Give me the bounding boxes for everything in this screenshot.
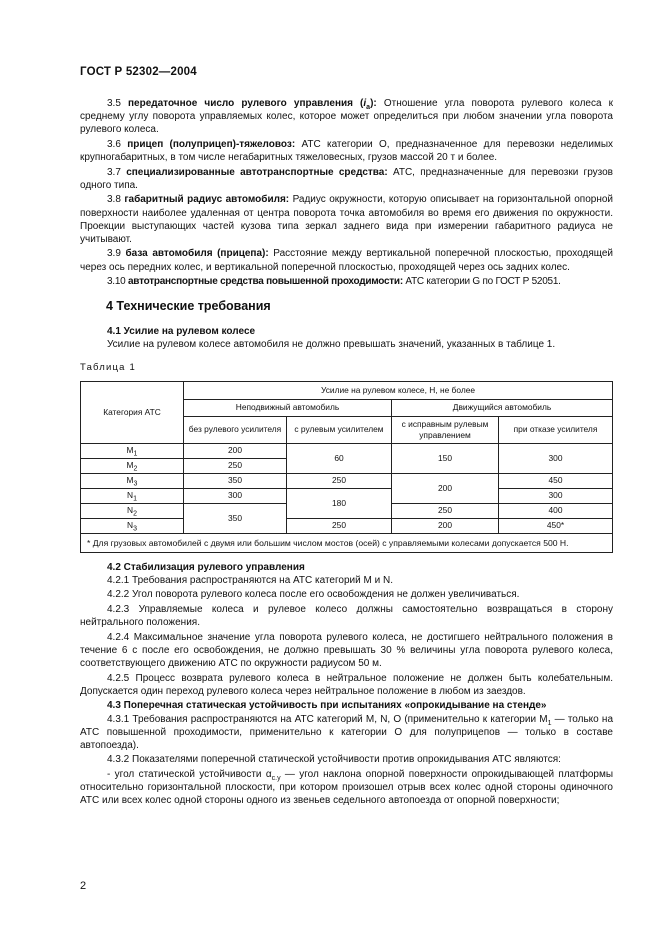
- definition-3-7: 3.7 специализированные автотранспортные средства: АТС, предназначенные для перевозки грузов одного типа.: [80, 166, 613, 191]
- subsection-4-2-title: 4.2 Стабилизация рулевого управления: [107, 561, 305, 573]
- value-cell: 250: [392, 503, 499, 518]
- value-cell: 450*: [499, 518, 613, 533]
- header-booster-fail: при отказе усилителя: [499, 416, 613, 443]
- page-number: 2: [80, 880, 87, 892]
- category-cell: $M_2$: [81, 458, 184, 473]
- value-cell: 150: [392, 443, 499, 473]
- header-steering-ok: с исправным рулевым управлением: [392, 416, 499, 443]
- paragraph-4-3-2: 4.3.2 Показателями поперечной статической устойчивости против опрокидывания АТС являются:: [107, 754, 561, 766]
- table-row: [81, 488, 613, 503]
- paragraph-4-3-2-item: - угол статической устойчивости $\alpha_{c.y}$ — угол наклона опорной поверхности опрокидывающей платформы относительно горизонтальной плоскости, при котором произошел отрыв всех колес одной стороны одиночного АТС или всех колес одной стороны одного из звеньев седельного автопоезда от опорной поверхности;: [80, 769, 614, 807]
- value-cell: 250: [287, 518, 392, 533]
- category-cell: $M_1$: [81, 443, 184, 458]
- value-cell: 200: [184, 443, 287, 458]
- category-cell: $N_1$: [81, 488, 184, 503]
- value-cell: 300: [499, 488, 613, 503]
- category-cell: $M_3$: [81, 473, 184, 488]
- definition-3-6: 3.6 прицеп (полуприцеп)-тяжеловоз: АТС категории О, предназначенное для перевозки неделимых крупногабаритных, в том числе негабаритных тяжеловесных, грузов массой 20 т и более.: [80, 138, 614, 163]
- definition-3-5: 3.5 передаточное число рулевого управления $(i_a)$: Отношение угла поворота рулевого колеса к среднему углу поворота управляемых колес, которое может определиться при любом значении угла поворота рулевого колеса.: [80, 98, 613, 136]
- value-cell: 180: [287, 488, 392, 518]
- paragraph-4-3-1: 4.3.1 Требования распространяются на АТС категорий M, N, O (применительно к категории $M_1$ — только на АТС повышенной проходимости, применительно к категории O для полуприцепов — только в составе автопоезда).: [80, 713, 614, 751]
- value-cell: 450: [499, 473, 613, 488]
- steering-force-table: [80, 381, 613, 553]
- subsection-4-1-text: Усилие на рулевом колесе автомобиля не должно превышать значений, указанных в таблице 1.: [107, 339, 556, 351]
- paragraph-4-2-3: 4.2.3 Управляемые колеса и рулевое колесо должны самостоятельно возвращаться в сторону нейтрального положения.: [80, 604, 613, 629]
- page-content: [80, 97, 613, 809]
- header-booster: с рулевым усилителем: [287, 416, 392, 443]
- table-row: [81, 443, 613, 458]
- header-force: Усилие на рулевом колесе, Н, не более: [184, 381, 613, 399]
- value-cell: 250: [184, 458, 287, 473]
- paragraph-4-2-2: 4.2.2 Угол поворота рулевого колеса после его освобождения не должен увеличиваться.: [107, 589, 520, 601]
- table-footnote: * Для грузовых автомобилей с двумя или большим числом мостов (осей) с управляемыми колесами допускается 500 Н.: [81, 533, 613, 552]
- definition-3-10: 3.10 автотранспортные средства повышенной проходимости: АТС категории G по ГОСТ Р 52051.: [107, 276, 561, 288]
- category-cell: $N_3$: [81, 518, 184, 533]
- value-cell: 350: [184, 473, 287, 488]
- value-cell: 200: [392, 518, 499, 533]
- definition-3-9: 3.9 база автомобиля (прицепа): Расстояние между вертикальной поперечной плоскостью, проходящей через ось передних колес, и вертикальной поперечной плоскостью, проходящей через ось задних колес.: [80, 248, 613, 273]
- table-row: [81, 473, 613, 488]
- category-cell: $N_2$: [81, 503, 184, 518]
- header-stationary: Неподвижный автомобиль: [184, 399, 392, 416]
- subsection-4-1-title: 4.1 Усилие на рулевом колесе: [107, 326, 256, 338]
- value-cell: 60: [287, 443, 392, 473]
- paragraph-4-2-5: 4.2.5 Процесс возврата рулевого колеса в нейтральное положение не должен быть колебательным. Допускается один переход рулевого колеса через нейтральное положение в любом из заездов.: [80, 672, 613, 697]
- value-cell: 350: [184, 503, 287, 533]
- subsection-4-3-title: 4.3 Поперечная статическая устойчивость при испытаниях «опрокидывание на стенде»: [107, 700, 547, 712]
- value-cell: 200: [392, 473, 499, 503]
- value-cell: 400: [499, 503, 613, 518]
- value-cell: 300: [499, 443, 613, 473]
- header-no-booster: без рулевого усилителя: [184, 416, 287, 443]
- value-cell: 250: [287, 473, 392, 488]
- definition-3-8: 3.8 габаритный радиус автомобиля: Радиус окружности, которую описывает на горизонтальной опорной поверхности наиболее удаленная от центра поворота точка автомобиля во время его движения по окружности. Проекции выступающих частей кузова типа зеркал заднего вида при измерении габаритного радиуса не учитывают.: [80, 194, 614, 245]
- paragraph-4-2-1: 4.2.1 Требования распространяются на АТС категорий M и N.: [107, 574, 393, 586]
- paragraph-4-2-4: 4.2.4 Максимальное значение угла поворота рулевого колеса, не достигшего нейтрального положения в течение 6 с после его освобождения, не должно превышать 30 % величины угла поворота рулевого колеса, соответствующего движению АТС по окружности радиусом 50 м.: [80, 631, 613, 669]
- page-header: ГОСТ Р 52302—2004: [80, 66, 197, 78]
- header-category: Категория АТС: [81, 381, 184, 443]
- header-moving: Движущийся автомобиль: [392, 399, 613, 416]
- value-cell: 300: [184, 488, 287, 503]
- section-4-title: 4 Технические требования: [106, 299, 271, 314]
- table-row: [81, 518, 613, 533]
- table-caption: Таблица 1: [80, 362, 136, 374]
